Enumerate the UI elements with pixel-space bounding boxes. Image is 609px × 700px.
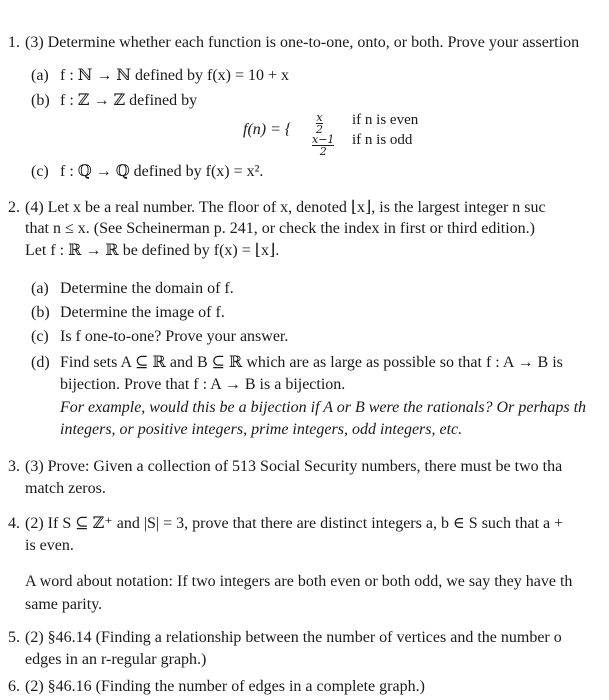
problem-text: edges in an r-regular graph.) [25,651,207,668]
part-text: Find sets A ⊆ ℝ and B ⊆ ℝ which are as large as possible so that f : A → B is [60,354,563,371]
part-note: integers, or positive integers, prime integers, odd integers, etc. [60,421,463,438]
part-text: Is f one-to-one? Prove your answer. [60,328,289,345]
problem-text: Let f : ℝ → ℝ be defined by f(x) = ⌊x⌋. [25,242,280,259]
part-text: bijection. Prove that f : A → B is a bijection. [60,376,346,393]
part-text: f : ℕ → ℕ defined by f(x) = 10 + x [60,67,290,84]
notation-note: same parity. [25,596,103,613]
numerator: x [316,111,323,124]
numerator: x−1 [312,133,335,146]
part-text: f : ℤ → ℤ defined by [60,92,198,109]
denominator: 2 [312,145,334,157]
problem-text: (3) Determine whether each function is one-to-one, onto, or both. Prove your assertion [25,34,580,51]
notation-note: A word about notation: If two integers are both even or both odd, we say they have th [25,573,573,590]
part-label: (c) [31,328,49,345]
part-text: Determine the image of f. [60,304,225,321]
fraction [316,112,323,135]
problem-number: 5. [8,629,20,646]
problem-number: 2. [8,199,20,216]
part-label: (b) [31,304,50,321]
part-label: (a) [31,280,49,297]
problem-text: (2) §46.14 (Finding a relationship between the number of vertices and the number o [25,629,562,646]
problem-text: match zeros. [25,480,106,497]
case-condition: if n is odd [352,132,413,148]
piecewise-lhs: f(n) = { [243,121,292,138]
part-label: (b) [31,92,50,109]
problem-text: (2) If S ⊆ ℤ⁺ and |S| = 3, prove that there are distinct integers a, b ∈ S such that a + [25,515,564,532]
part-label: (a) [31,67,49,84]
problem-text: is even. [25,537,74,554]
problem-number: 4. [8,515,20,532]
part-label: (d) [31,354,50,371]
problem-number: 3. [8,458,20,475]
problem-text: (3) Prove: Given a collection of 513 Social Security numbers, there must be two tha [25,458,563,475]
part-text: f : ℚ → ℚ defined by f(x) = x². [60,163,264,180]
part-note: For example, would this be a bijection if A or B were the rationals? Or perhaps th [60,399,587,416]
case-condition: if n is even [352,112,419,128]
problem-number: 1. [8,34,20,51]
fraction [312,134,334,157]
problem-text: (4) Let x be a real number. The floor of x, denoted ⌊x⌋, is the largest integer n suc [25,199,546,216]
part-label: (c) [31,163,49,180]
part-text: Determine the domain of f. [60,280,234,297]
denominator: 2 [316,123,323,136]
problem-text: (2) §46.16 (Finding the number of edges in a complete graph.) [25,678,425,695]
problem-text: that n ≤ x. (See Scheinerman p. 241, or check the index in first or third edition.) [25,220,535,237]
problem-number: 6. [8,678,20,695]
